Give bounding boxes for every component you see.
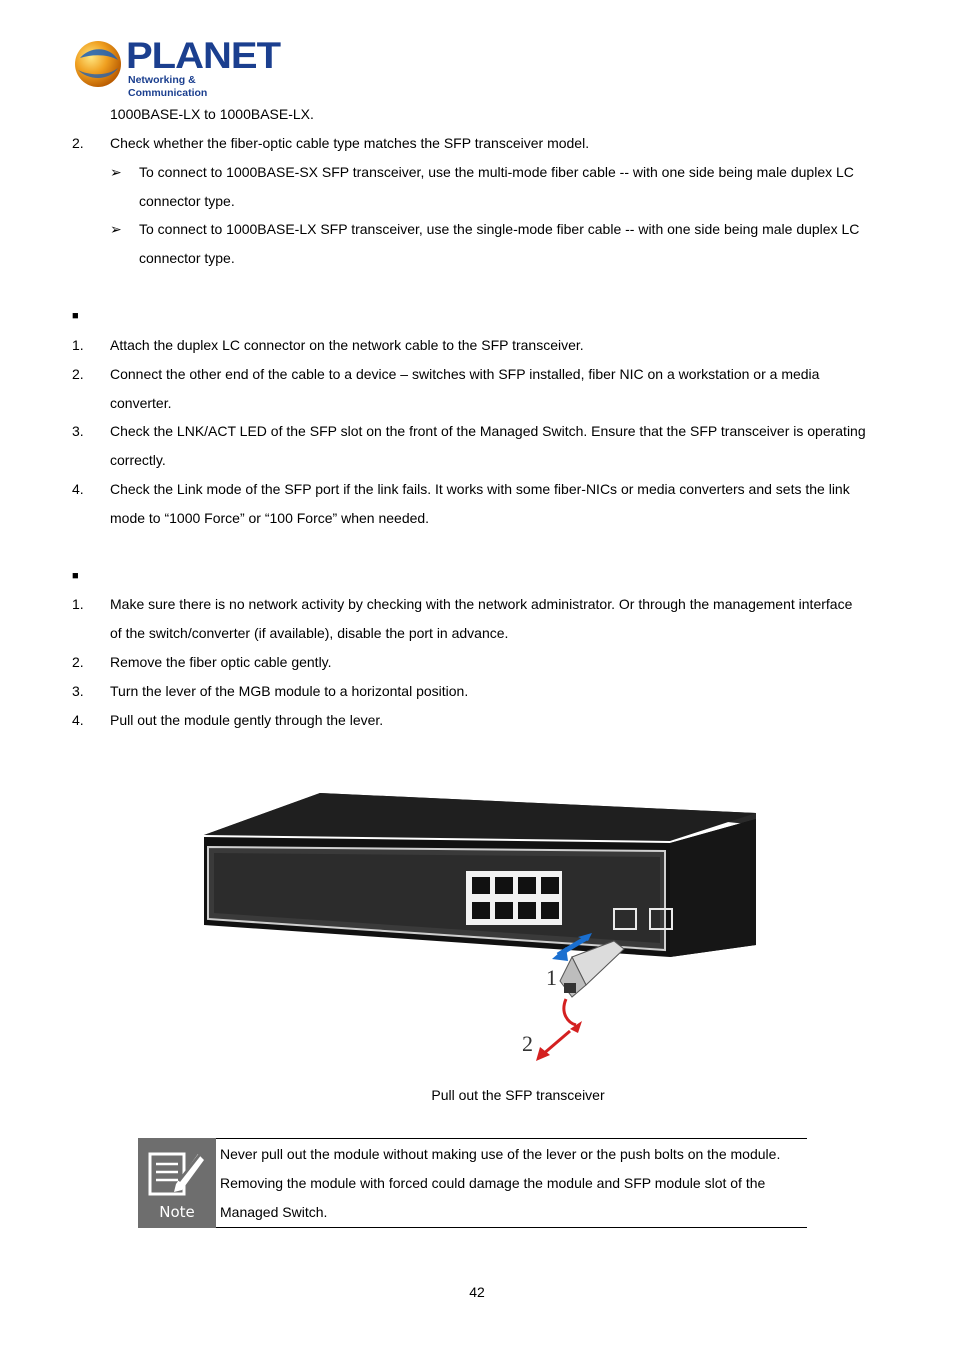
list-number: 2.: [72, 135, 84, 151]
list-number: 4.: [72, 481, 84, 497]
list-item-text: correctly.: [110, 452, 166, 468]
sfp-removal-figure: [200, 785, 762, 1065]
list-number: 3.: [72, 423, 84, 439]
note-text: Removing the module with forced could damage the module and SFP module slot of the: [220, 1175, 766, 1191]
step-1-label: 1: [546, 965, 557, 990]
note-text: Managed Switch.: [220, 1204, 328, 1220]
note-text: Never pull out the module without making use of the lever or the push bolts on the module.: [220, 1146, 781, 1162]
sub-item-text: To connect to 1000BASE-LX SFP transceiver, use the single-mode fiber cable -- with one side being male duplex LC: [139, 221, 860, 237]
planet-logo: [72, 36, 280, 99]
list-item-text: Check the Link mode of the SFP port if the link fails. It works with some fiber-NICs or media converters and sets the link: [110, 481, 850, 497]
pencil-note-icon: [138, 1140, 216, 1204]
list-item-text: Attach the duplex LC connector on the network cable to the SFP transceiver.: [110, 337, 584, 353]
list-number: 4.: [72, 712, 84, 728]
list-number: 1.: [72, 337, 84, 353]
list-item-text: Check whether the fiber-optic cable type matches the SFP transceiver model.: [110, 135, 590, 151]
note-icon: [138, 1138, 216, 1228]
figure-caption: Pull out the SFP transceiver: [431, 1087, 605, 1103]
globe-icon: [72, 38, 124, 90]
list-item-text: Make sure there is no network activity by checking with the network administrator. Or through the management interface: [110, 596, 853, 612]
brand-name: PLANET: [126, 36, 280, 77]
intro-continuation: 1000BASE-LX to 1000BASE-LX.: [110, 106, 314, 122]
list-number: 2.: [72, 366, 84, 382]
note-label: Note: [159, 1203, 195, 1221]
list-number: 3.: [72, 683, 84, 699]
list-number: 1.: [72, 596, 84, 612]
arrow-bullet-icon: ➢: [110, 164, 122, 180]
list-item-text: Pull out the module gently through the lever.: [110, 712, 384, 728]
list-item-text: of the switch/converter (if available), disable the port in advance.: [110, 625, 509, 641]
brand-tagline: Networking & Communication: [128, 74, 208, 99]
list-item-text: Connect the other end of the cable to a device – switches with SFP installed, fiber NIC on a workstation or a media: [110, 366, 820, 382]
list-item-text: Check the LNK/ACT LED of the SFP slot on the front of the Managed Switch. Ensure that the SFP transceiver is operating: [110, 423, 866, 439]
step-2-label: 2: [522, 1031, 533, 1056]
list-number: 2.: [72, 654, 84, 670]
note-top-rule: [216, 1138, 807, 1139]
list-item-text: Remove the fiber optic cable gently.: [110, 654, 332, 670]
page-number: 42: [469, 1284, 485, 1300]
list-item-text: converter.: [110, 395, 172, 411]
arrow-bullet-icon: ➢: [110, 221, 122, 237]
sub-item-text: To connect to 1000BASE-SX SFP transceiver, use the multi-mode fiber cable -- with one side being male duplex LC: [139, 164, 854, 180]
list-item-text: Turn the lever of the MGB module to a horizontal position.: [110, 683, 469, 699]
sub-item-text: connector type.: [139, 193, 235, 209]
switch-illustration: [200, 785, 762, 1065]
note-box: [138, 1138, 808, 1228]
note-bottom-rule: [216, 1227, 807, 1228]
sub-item-text: connector type.: [139, 250, 235, 266]
section-bullet-icon: ■: [72, 570, 79, 582]
list-item-text: mode to “1000 Force” or “100 Force” when needed.: [110, 510, 430, 526]
section-bullet-icon: ■: [72, 310, 79, 322]
